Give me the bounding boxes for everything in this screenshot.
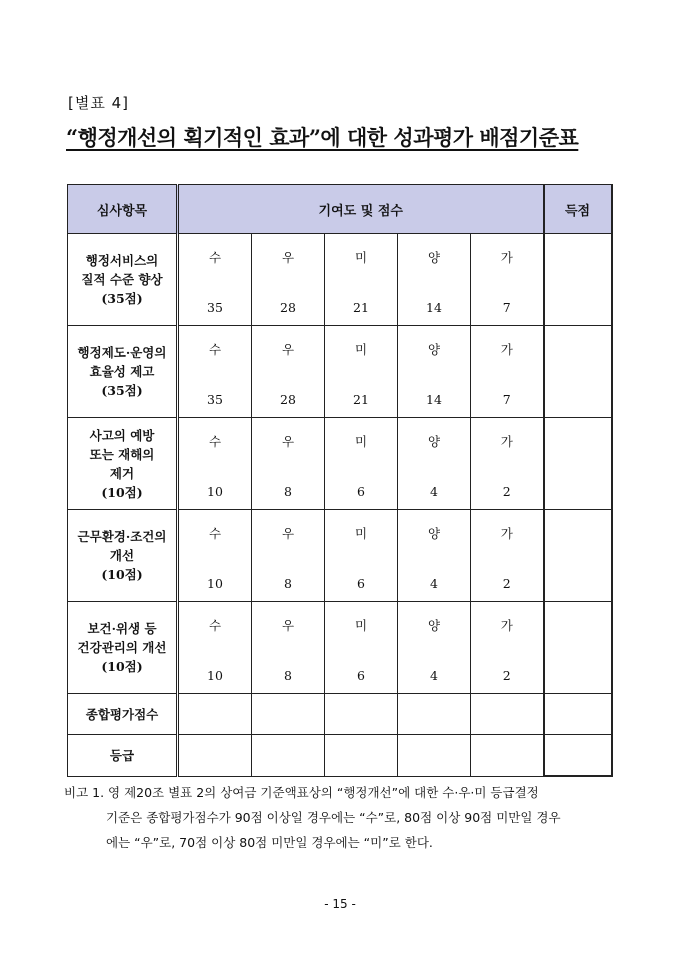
grade-cell xyxy=(325,418,398,510)
header-row xyxy=(68,185,612,234)
empty-cell[interactable] xyxy=(398,735,471,777)
empty-cell[interactable] xyxy=(471,694,544,735)
grade-points: 6 xyxy=(357,576,365,591)
grade-cell xyxy=(398,234,471,326)
grade-letter: 양 xyxy=(427,526,441,541)
grade-points: 14 xyxy=(426,392,442,407)
criterion-label xyxy=(68,234,178,326)
header-item: 심사항목 xyxy=(68,185,178,234)
annex-label: [별표 4] xyxy=(68,94,129,112)
grade-points: 14 xyxy=(426,300,442,315)
grade-cell xyxy=(325,234,398,326)
score-cell[interactable] xyxy=(544,234,612,326)
grade-letter: 가 xyxy=(500,434,513,449)
grade-cell xyxy=(252,510,325,602)
header-contribution: 기여도 및 점수 xyxy=(178,185,544,234)
criterion-label-line: 행정제도·운영의 xyxy=(77,345,167,360)
criterion-label-line: 행정서비스의 xyxy=(85,253,159,268)
grade-points: 2 xyxy=(502,484,511,499)
criterion-row xyxy=(68,234,612,326)
grade-letter: 우 xyxy=(281,250,295,265)
grade-letter: 수 xyxy=(208,434,222,449)
score-cell[interactable] xyxy=(544,418,612,510)
criterion-label-line: (35점) xyxy=(101,291,143,306)
grade-cell xyxy=(252,602,325,694)
grade-points: 8 xyxy=(284,668,292,683)
empty-cell[interactable] xyxy=(178,694,252,735)
criterion-label-line: 효율성 제고 xyxy=(89,364,155,379)
empty-cell[interactable] xyxy=(471,735,544,777)
empty-cell[interactable] xyxy=(325,735,398,777)
grade-cell xyxy=(471,418,544,510)
total-score-row xyxy=(68,694,612,735)
grade-points: 7 xyxy=(502,300,511,315)
empty-cell[interactable] xyxy=(178,735,252,777)
criterion-label xyxy=(68,418,178,510)
grade-points: 10 xyxy=(207,484,223,499)
criterion-label xyxy=(68,602,178,694)
grade-letter: 수 xyxy=(208,342,222,357)
grade-letter: 우 xyxy=(281,526,295,541)
grade-letter: 미 xyxy=(354,526,368,541)
grade-cell xyxy=(252,326,325,418)
grade-points: 35 xyxy=(207,392,223,407)
grade-letter: 우 xyxy=(281,434,295,449)
grade-points: 10 xyxy=(207,576,223,591)
criterion-row xyxy=(68,510,612,602)
grade-row-label: 등급 xyxy=(68,735,178,777)
criterion-label-line: (10점) xyxy=(101,567,143,582)
grade-points: 6 xyxy=(357,668,365,683)
grade-letter: 양 xyxy=(427,250,441,265)
grade-points: 2 xyxy=(502,668,511,683)
scoring-table xyxy=(67,184,613,777)
criterion-label-line: 제거 xyxy=(109,465,135,481)
criterion-label xyxy=(68,510,178,602)
grade-letter: 양 xyxy=(427,434,441,449)
score-cell[interactable] xyxy=(544,735,612,777)
grade-cell xyxy=(325,510,398,602)
grade-cell xyxy=(178,234,252,326)
score-cell[interactable] xyxy=(544,694,612,735)
grade-points: 21 xyxy=(353,392,369,407)
grade-points: 6 xyxy=(357,484,365,499)
criterion-row xyxy=(68,326,612,418)
criterion-label-line: 보건·위생 등 xyxy=(87,621,157,636)
grade-letter: 우 xyxy=(281,342,295,357)
grade-cell xyxy=(398,602,471,694)
criterion-label-line: (35점) xyxy=(101,383,143,398)
empty-cell[interactable] xyxy=(325,694,398,735)
grade-points: 28 xyxy=(280,300,296,315)
page-number: - 15 - xyxy=(324,897,356,911)
total-score-row-label: 종합평가점수 xyxy=(68,694,178,735)
grade-points: 7 xyxy=(502,392,511,407)
grade-cell xyxy=(178,510,252,602)
grade-letter: 우 xyxy=(281,618,295,633)
score-cell[interactable] xyxy=(544,602,612,694)
criterion-label-line: (10점) xyxy=(101,484,143,500)
grade-letter: 미 xyxy=(354,618,368,633)
grade-points: 35 xyxy=(207,300,223,315)
grade-letter: 가 xyxy=(500,342,513,357)
grade-letter: 수 xyxy=(208,250,222,265)
grade-cell xyxy=(471,234,544,326)
header-score: 득점 xyxy=(544,185,612,234)
grade-points: 8 xyxy=(284,484,292,499)
grade-points: 28 xyxy=(280,392,296,407)
criterion-label xyxy=(68,326,178,418)
grade-points: 8 xyxy=(284,576,292,591)
remarks-line-1: 비고 1. 영 제20조 별표 2의 상여금 기준액표상의 “행정개선”에 대한 수·우·미 등급결정 xyxy=(64,785,539,800)
criterion-label-line: (10점) xyxy=(101,659,143,674)
grade-letter: 가 xyxy=(500,250,513,265)
grade-cell xyxy=(178,326,252,418)
score-cell[interactable] xyxy=(544,510,612,602)
grade-points: 4 xyxy=(430,668,438,683)
grade-cell xyxy=(252,418,325,510)
grade-points: 4 xyxy=(430,484,438,499)
grade-cell xyxy=(471,326,544,418)
grade-cell xyxy=(398,418,471,510)
criterion-label-line: 개선 xyxy=(109,548,135,563)
remarks-line-2: 기준은 종합평가점수가 90점 이상일 경우에는 “수”로, 80점 이상 90점 미만일 경우 xyxy=(106,810,561,825)
grade-points: 21 xyxy=(353,300,369,315)
empty-cell[interactable] xyxy=(252,735,325,777)
grade-points: 2 xyxy=(502,576,511,591)
grade-cell xyxy=(252,234,325,326)
grade-cell xyxy=(471,510,544,602)
grade-letter: 미 xyxy=(354,342,368,357)
criterion-row xyxy=(68,418,612,510)
grade-letter: 미 xyxy=(354,434,368,449)
empty-cell[interactable] xyxy=(398,694,471,735)
score-cell[interactable] xyxy=(544,326,612,418)
grade-cell xyxy=(178,418,252,510)
grade-letter: 미 xyxy=(354,250,368,265)
criterion-label-line: 질적 수준 향상 xyxy=(81,272,163,287)
grade-letter: 양 xyxy=(427,342,441,357)
remarks xyxy=(64,780,624,855)
grade-cell xyxy=(178,602,252,694)
grade-letter: 수 xyxy=(208,618,222,633)
grade-letter: 가 xyxy=(500,618,513,633)
grade-cell xyxy=(398,510,471,602)
criterion-label-line: 사고의 예방 xyxy=(89,427,155,443)
grade-points: 10 xyxy=(207,668,223,683)
grade-cell xyxy=(471,602,544,694)
grade-letter: 수 xyxy=(208,526,222,541)
grade-cell xyxy=(398,326,471,418)
criterion-label-line: 또는 재해의 xyxy=(89,446,155,462)
criterion-row xyxy=(68,602,612,694)
empty-cell[interactable] xyxy=(252,694,325,735)
page-title: “행정개선의 획기적인 효과”에 대한 성과평가 배점기준표 xyxy=(66,125,579,150)
grade-cell xyxy=(325,326,398,418)
grade-row xyxy=(68,735,612,777)
criterion-label-line: 근무환경·조건의 xyxy=(77,529,167,544)
grade-letter: 가 xyxy=(500,526,513,541)
grade-cell xyxy=(325,602,398,694)
remarks-line-3: 에는 “우”로, 70점 이상 80점 미만일 경우에는 “미”로 한다. xyxy=(106,835,433,850)
grade-points: 4 xyxy=(430,576,438,591)
criterion-label-line: 건강관리의 개선 xyxy=(77,640,167,655)
grade-letter: 양 xyxy=(427,618,441,633)
